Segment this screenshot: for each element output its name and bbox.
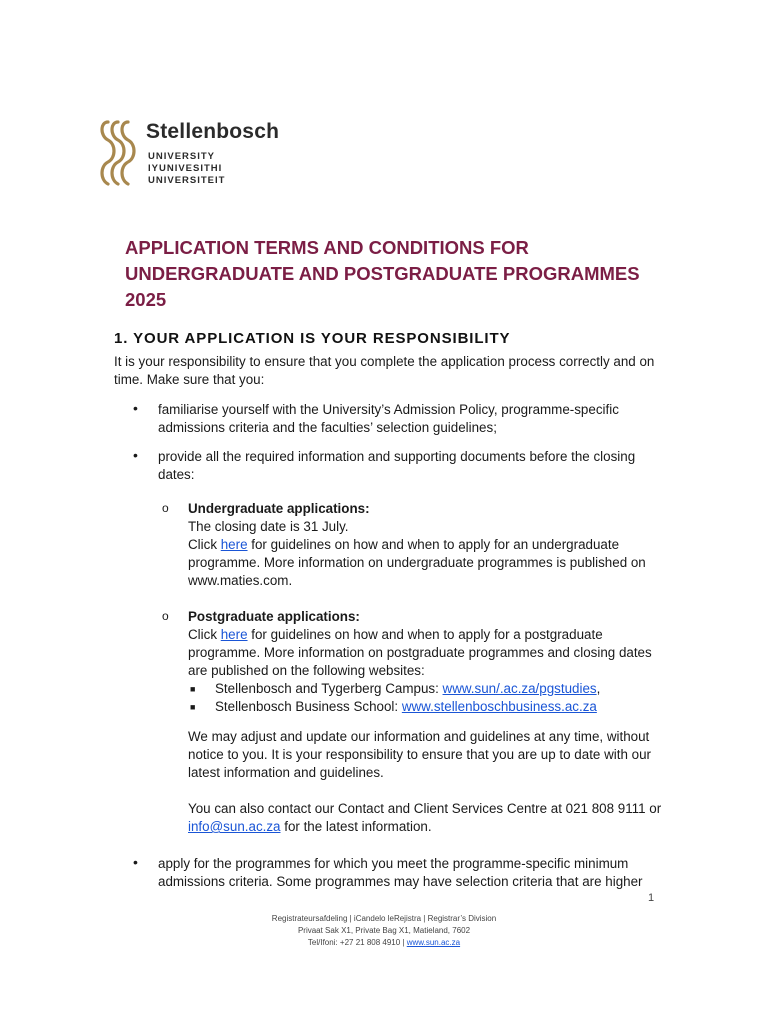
undergraduate-here-link[interactable]: here — [220, 537, 248, 552]
logo-sub-xhosa: IYUNIVESITHI — [148, 163, 223, 174]
text-line: familiarise yourself with the University’s Admission Policy, programme-specific — [158, 402, 619, 417]
text-line: programme. More information on undergraduate programmes is published on — [188, 555, 646, 570]
text-line: apply for the programmes for which you meet the programme-specific minimum — [158, 856, 629, 871]
website-item: Stellenbosch Business School: www.stellenboschbusiness.ac.za — [215, 699, 597, 714]
section-heading: 1. YOUR APPLICATION IS YOUR RESPONSIBILITY — [114, 330, 511, 347]
university-logo — [98, 118, 280, 190]
footer-address: Privaat Sak X1, Private Bag X1, Matieland, 7602 — [297, 926, 471, 935]
list-item — [158, 855, 643, 891]
footer-contact: Tel/Ifoni: +27 21 808 4910 | www.sun.ac.za — [307, 938, 461, 947]
text-line: provide all the required information and supporting documents before the closing — [158, 449, 636, 464]
logo-sub-english: UNIVERSITY — [148, 151, 216, 162]
text-line: info@sun.ac.za for the latest information. — [188, 819, 432, 834]
text-line: time. Make sure that you: — [114, 372, 265, 387]
text-line: We may adjust and update our information and guidelines at any time, without — [188, 729, 650, 744]
postgraduate-heading: Postgraduate applications: — [188, 609, 360, 624]
footer-website-link[interactable]: www.sun.ac.za — [406, 938, 461, 947]
title-line: APPLICATION TERMS AND CONDITIONS FOR — [125, 237, 529, 258]
square-bullet-icon: ■ — [190, 702, 196, 712]
text-line: notice to you. It is your responsibility to ensure that you are up to date with our — [188, 747, 651, 762]
undergraduate-block — [188, 500, 646, 590]
bullet-icon: • — [133, 400, 138, 416]
text-line: programme. More information on postgraduate programmes and closing dates — [188, 645, 652, 660]
footer-division: Registrateursafdeling | iCandelo leRejistra | Registrar’s Division — [271, 914, 497, 923]
circle-bullet-icon: o — [162, 609, 169, 623]
text-line: admissions criteria. Some programmes may have selection criteria that are higher — [158, 874, 643, 889]
pgstudies-link[interactable]: www.sun/.ac.za/pgstudies — [442, 681, 597, 696]
bullet-icon: • — [133, 447, 138, 463]
text-line: It is your responsibility to ensure that you complete the application process correctly and on — [114, 354, 655, 369]
document-title — [125, 235, 705, 313]
text-line: latest information and guidelines. — [188, 765, 384, 780]
square-bullet-icon: ■ — [190, 684, 196, 694]
text-line: dates: — [158, 467, 195, 482]
bullet-icon: • — [133, 854, 138, 870]
circle-bullet-icon: o — [162, 501, 169, 515]
title-line: 2025 — [125, 289, 167, 310]
title-line: UNDERGRADUATE AND POSTGRADUATE PROGRAMMES — [125, 263, 640, 284]
text-line: www.maties.com. — [188, 573, 293, 588]
list-item — [158, 401, 619, 437]
business-school-link[interactable]: www.stellenboschbusiness.ac.za — [401, 699, 597, 714]
list-item — [158, 448, 635, 484]
text-line: Click here for guidelines on how and when to apply for an undergraduate — [188, 537, 620, 552]
page-number: 1 — [648, 892, 655, 904]
text-line: are published on the following websites: — [188, 663, 425, 678]
postgraduate-block — [188, 608, 652, 680]
text-line: You can also contact our Contact and Client Services Centre at 021 808 9111 or — [188, 801, 662, 816]
closing-date: The closing date is 31 July. — [188, 519, 349, 534]
text-line: admissions criteria and the faculties’ selection guidelines; — [158, 420, 497, 435]
text-line: Click here for guidelines on how and when to apply for a postgraduate — [188, 627, 603, 642]
adjust-paragraph — [188, 728, 651, 782]
stellenbosch-emblem-icon — [98, 118, 140, 188]
contact-paragraph — [188, 800, 661, 836]
postgraduate-here-link[interactable]: here — [220, 627, 248, 642]
logo-sub-afrikaans: UNIVERSITEIT — [148, 175, 226, 186]
undergraduate-heading: Undergraduate applications: — [188, 501, 370, 516]
website-item: Stellenbosch and Tygerberg Campus: www.sun/.ac.za/pgstudies, — [215, 681, 601, 696]
email-link[interactable]: info@sun.ac.za — [188, 819, 281, 834]
intro-paragraph — [114, 353, 654, 389]
logo-name: Stellenbosch — [146, 120, 280, 143]
